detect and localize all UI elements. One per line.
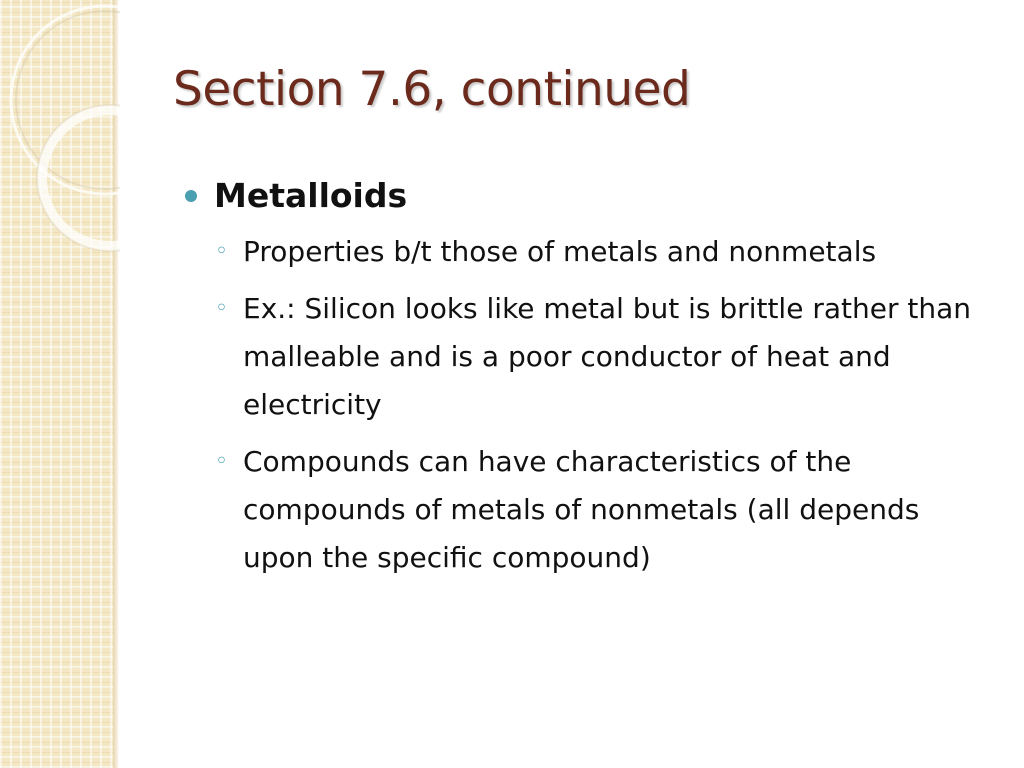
- bullet-text: Metalloids: [214, 176, 408, 215]
- ring-bullet-icon: ◦: [215, 296, 228, 321]
- sub-bullet-list: [185, 228, 1005, 582]
- sub-bullet-item: [215, 285, 989, 429]
- slide-content: [185, 172, 1005, 591]
- sub-bullet-text: Properties b/t those of metals and nonmetals: [243, 235, 877, 268]
- sub-bullet-text: Compounds can have characteristics of the compounds of metals of nonmetals (all depends upon the specific compound): [243, 445, 920, 574]
- sub-bullet-text: Ex.: Silicon looks like metal but is brittle rather than malleable and is a poor conductor of heat and electricity: [243, 292, 971, 421]
- sub-bullet-item: [215, 228, 989, 276]
- ring-bullet-icon: ◦: [215, 239, 228, 264]
- slide-title: Section 7.6, continued: [173, 62, 691, 117]
- decorative-rings: [0, 0, 120, 260]
- bullet-dot-icon: [185, 190, 197, 202]
- sub-bullet-item: [215, 438, 989, 582]
- ring-bullet-icon: ◦: [215, 449, 228, 474]
- bullet-metalloids: [185, 172, 1005, 220]
